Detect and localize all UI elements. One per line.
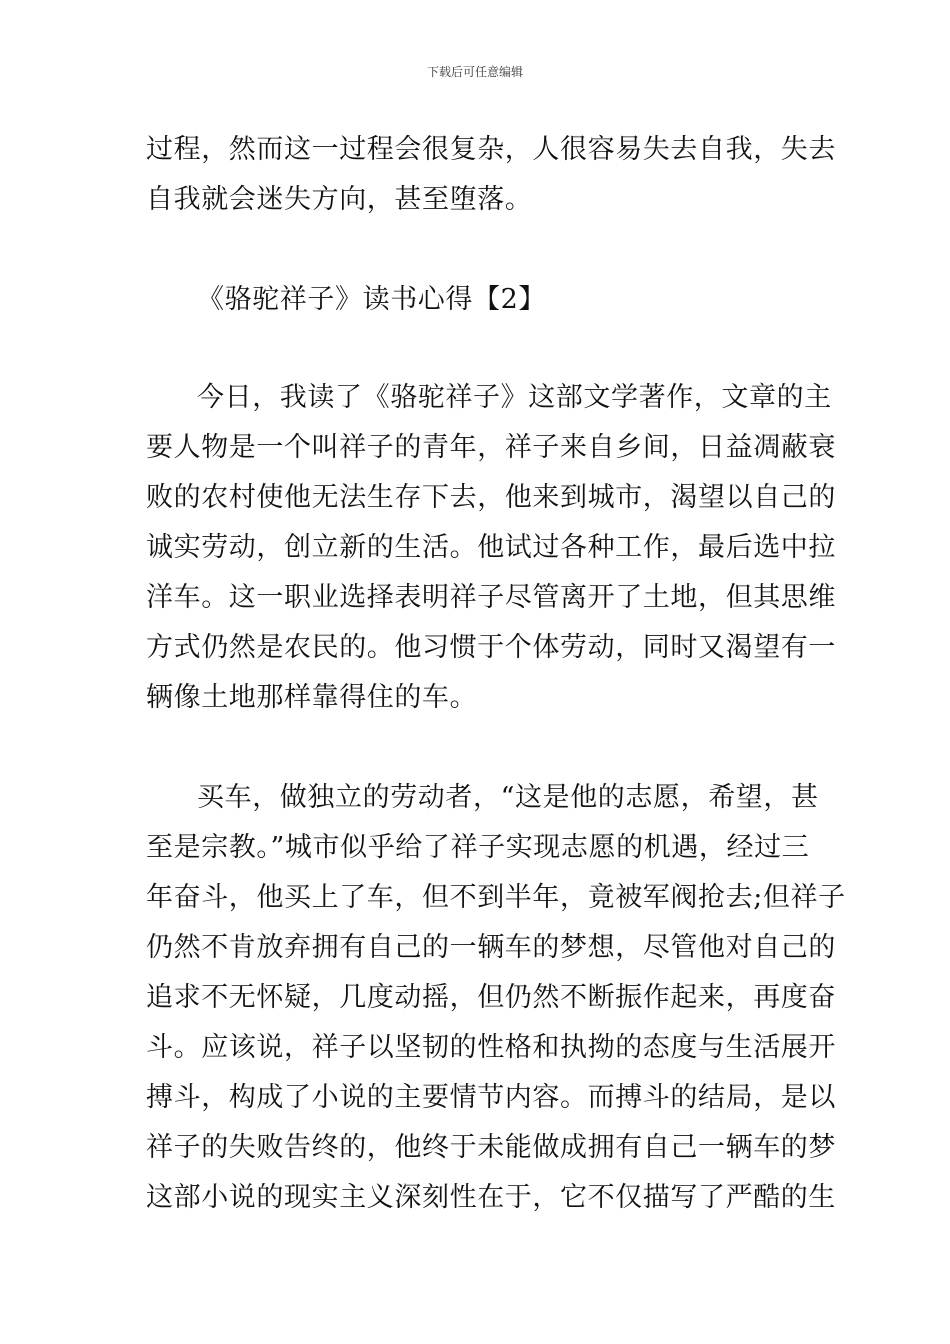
- paragraph-line: 仍然不肯放弃拥有自己的一辆车的梦想，尽管他对自己的: [146, 932, 836, 963]
- intro-line: 自我就会迷失方向，甚至堕落。: [146, 184, 533, 215]
- paragraph-line: 至是宗教。”城市似乎给了祥子实现志愿的机遇，经过三: [146, 832, 810, 863]
- paragraph-line: 今日，我读了《骆驼祥子》这部文学著作，文章的主: [197, 382, 832, 413]
- paragraph-line: 要人物是一个叫祥子的青年，祥子来自乡间，日益凋蔽衰: [146, 432, 836, 463]
- paragraph-line: 追求不无怀疑，几度动摇，但仍然不断振作起来，再度奋: [146, 982, 836, 1013]
- paragraph-line: 年奋斗，他买上了车，但不到半年，竟被军阀抢去;但祥子: [146, 882, 846, 913]
- intro-line: 过程，然而这一过程会很复杂，人很容易失去自我，失去: [146, 134, 836, 165]
- header-note: 下载后可任意编辑: [426, 65, 523, 79]
- paragraph-line: 祥子的失败告终的，他终于未能做成拥有自己一辆车的梦: [146, 1132, 836, 1163]
- paragraph-line: 方式仍然是农民的。他习惯于个体劳动，同时又渴望有一: [146, 632, 836, 663]
- paragraph-line: 斗。应该说，祥子以坚韧的性格和执拗的态度与生活展开: [146, 1032, 836, 1063]
- section-title: 《骆驼祥子》读书心得【2】: [197, 284, 546, 315]
- paragraph-line: 这部小说的现实主义深刻性在于，它不仅描写了严酷的生: [146, 1182, 836, 1213]
- paragraph-line: 搏斗，构成了小说的主要情节内容。而搏斗的结局，是以: [146, 1082, 836, 1113]
- paragraph-line: 洋车。这一职业选择表明祥子尽管离开了土地，但其思维: [146, 582, 836, 613]
- paragraph-line: 买车，做独立的劳动者，“这是他的志愿，希望，甚: [197, 782, 819, 813]
- paragraph-line: 诚实劳动，创立新的生活。他试过各种工作，最后选中拉: [146, 532, 836, 563]
- paragraph-line: 败的农村使他无法生存下去，他来到城市，渴望以自己的: [146, 482, 836, 513]
- paragraph-line: 辆像土地那样靠得住的车。: [146, 682, 478, 713]
